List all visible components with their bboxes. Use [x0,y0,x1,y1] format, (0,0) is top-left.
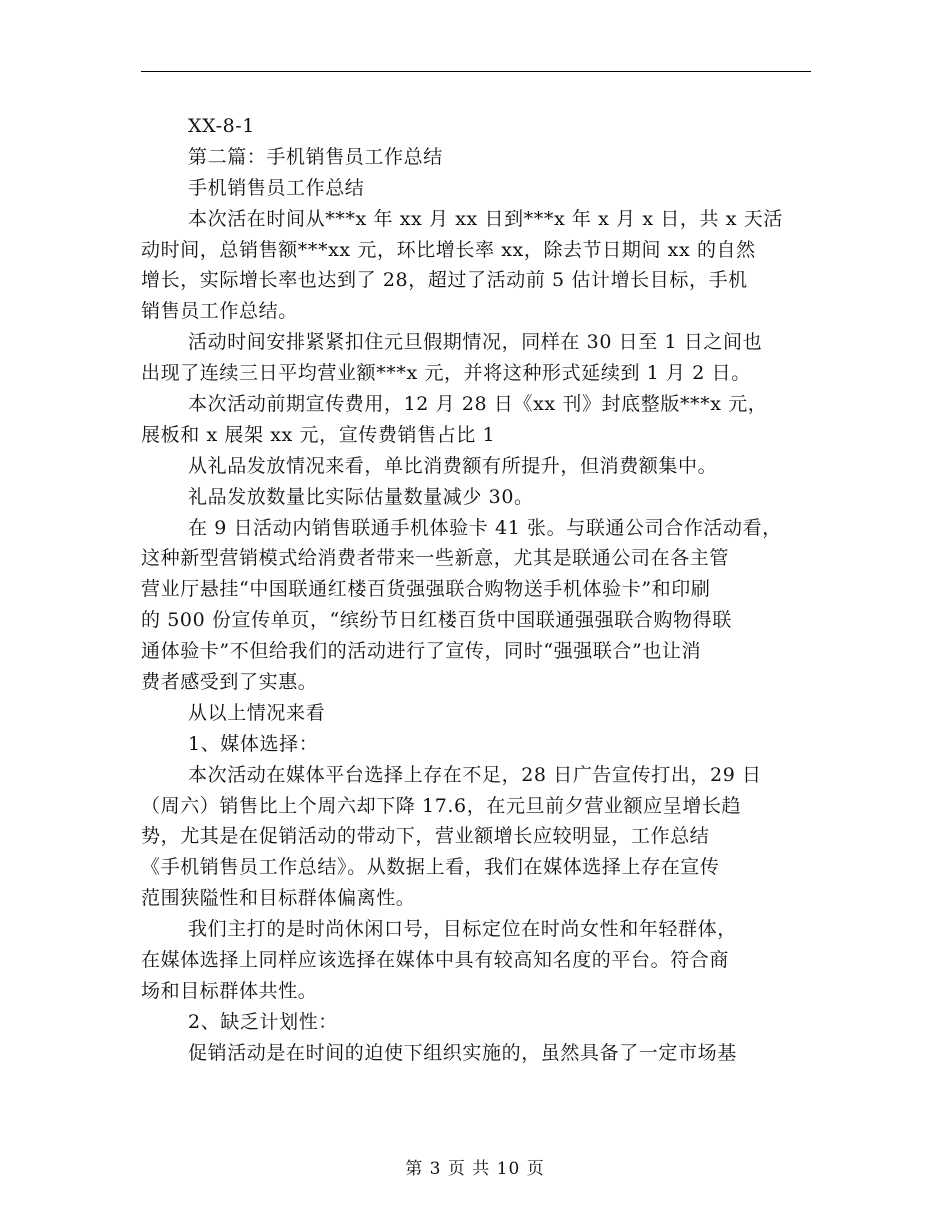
text-line: 销售员工作总结。 [141,300,298,323]
text-line: 的 500 份宣传单页，“缤纷节日红楼百货中国联通强强联合购物得联 [141,609,732,632]
text-line: 场和目标群体共性。 [141,979,318,1002]
text-line: XX-8-1 [188,115,255,137]
text-line: 本次活动在媒体平台选择上存在不足，28 日广告宣传打出，29 日 [188,763,762,786]
text-line: 在 9 日活动内销售联通手机体验卡 41 张。与联通公司合作活动看， [188,516,782,539]
text-line: 本次活动前期宣传费用，12 月 28 日《xx 刊》封底整版***x 元， [188,393,768,416]
header-rule [141,71,811,72]
text-line: 营业厅悬挂“中国联通红楼百货强强联合购物送手机体验卡”和印刷 [141,578,711,601]
text-line: 费者感受到了实惠。 [141,671,318,694]
text-line: 我们主打的是时尚休闲口号，目标定位在时尚女性和年轻群体， [188,918,737,941]
text-line: 展板和 x 展架 xx 元，宣传费销售占比 1 [141,423,496,446]
text-line: 范围狭隘性和目标群体偏离性。 [141,887,416,910]
text-line: 动时间，总销售额***xx 元，环比增长率 xx，除去节日期间 xx 的自然 [141,238,756,261]
text-line: 活动时间安排紧紧扣住元旦假期情况，同样在 30 日至 1 日之间也 [188,331,763,354]
text-line: 增长，实际增长率也达到了 28，超过了活动前 5 估计增长目标，手机 [141,269,748,292]
text-line: 促销活动是在时间的迫使下组织实施的，虽然具备了一定市场基 [188,1041,737,1064]
text-line: （周六）销售比上个周六却下降 17.6，在元旦前夕营业额应呈增长趋 [141,794,742,817]
page-footer: 第 3 页 共 10 页 [405,1159,545,1179]
text-line: 第二篇：手机销售员工作总结 [188,145,443,168]
text-line: 手机销售员工作总结 [188,176,365,199]
text-line: 从以上情况来看 [188,701,326,724]
text-line: 这种新型营销模式给消费者带来一些新意，尤其是联通公司在各主管 [141,547,730,570]
text-line: 礼品发放数量比实际估量数量减少 30。 [188,485,534,508]
text-line: 1、媒体选择： [188,732,319,755]
text-line: 在媒体选择上同样应该选择在媒体中具有较高知名度的平台。符合商 [141,949,730,972]
text-line: 从礼品发放情况来看，单比消费额有所提升，但消费额集中。 [188,454,718,477]
text-line: 势，尤其是在促销活动的带动下，营业额增长应较明显，工作总结 [141,825,710,848]
text-line: 本次活在时间从***x 年 xx 月 xx 日到***x 年 x 月 x 日，共 x 天活 [188,207,783,230]
document-body [141,111,813,1069]
text-line: 出现了连续三日平均营业额***x 元，并将这种形式延续到 1 月 2 日。 [141,362,751,385]
text-line: 《手机销售员工作总结》。从数据上看，我们在媒体选择上存在宣传 [141,856,720,879]
text-line: 2、缺乏计划性： [188,1010,338,1033]
text-line: 通体验卡”不但给我们的活动进行了宣传，同时“强强联合”也让消 [141,640,702,663]
